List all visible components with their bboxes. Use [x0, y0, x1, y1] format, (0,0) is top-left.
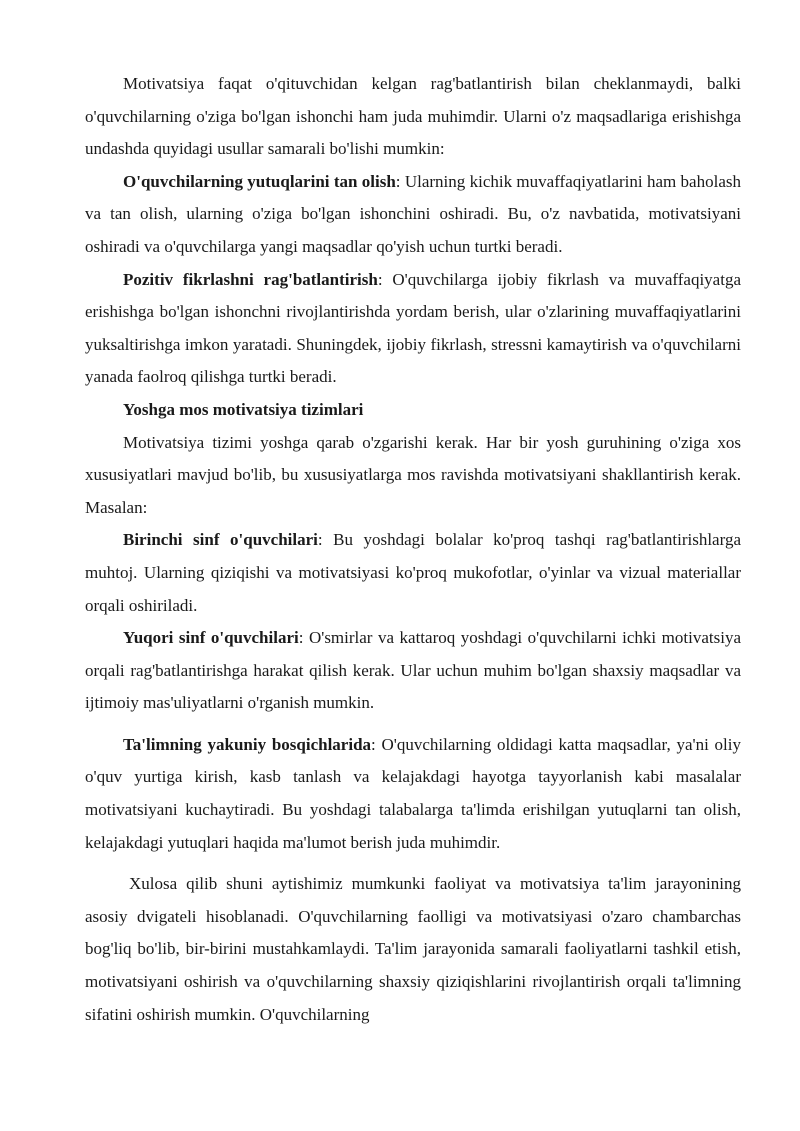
paragraph-text: : O'quvchilarning oldidagi katta maqsadlar, ya'ni oliy o'quv yurtiga kirish, kasb tanlash va kelajakdagi hayotga tayyorlanish kabi masalalar motivatsiyani kuchaytiradi. Bu yoshdagi talabalarga ta'limda erishilgan yutuqlarni tan olish, kelajakdagi yutuqlari haqida ma'lumot berish juda muhimdir. [85, 734, 741, 852]
paragraph-conclusion [85, 868, 741, 1031]
paragraph-age-systems [85, 427, 741, 525]
section-heading-text: Yoshga mos motivatsiya tizimlari [123, 399, 364, 419]
paragraph-heading: Yuqori sinf o'quvchilari [123, 628, 299, 648]
paragraph-positive-thinking [85, 264, 741, 394]
paragraph-heading: Birinchi sinf o'quvchilari [123, 530, 318, 550]
paragraph-text: : O'smirlar va kattaroq yoshdagi o'quvchilarni ichki motivatsiya orqali rag'batlantirishga harakat qilish kerak. Ular uchun muhim bo'lgan shaxsiy maqsadlar va ijtimoiy mas'uliyatlarni o'rganish mumkin. [85, 628, 741, 713]
paragraph-text: Xulosa qilib shuni aytishimiz mumkunki faoliyat va motivatsiya ta'lim jarayonining asosiy dvigateli hisoblanadi. O'quvchilarning faolligi va motivatsiyasi o'zaro chambarchas bog'liq bo'lib, bir-birini mustahkamlaydi. Ta'lim jarayonida samarali faoliyatlarni tashkil etish, motivatsiyani oshirish va o'quvchilarning shaxsiy qiziqishlarini rivojlantirish orqali ta'limning sifatini oshirish mumkin. O'quvchilarning [85, 874, 741, 1024]
paragraph-first-grade [85, 524, 741, 622]
paragraph-intro [85, 68, 741, 166]
section-heading [85, 394, 741, 427]
paragraph-text: : Bu yoshdagi bolalar ko'proq tashqi rag'batlantirishlarga muhtoj. Ularning qiziqishi va motivatsiyasi ko'proq mukofotlar, o'yinlar va vizual materiallar orqali oshiriladi. [85, 530, 741, 615]
paragraph-heading: Ta'limning yakuniy bosqichlarida [123, 734, 372, 754]
paragraph-upper-grade [85, 622, 741, 720]
paragraph-heading: Pozitiv fikrlashni rag'batlantirish [123, 269, 378, 289]
paragraph-text: Motivatsiya tizimi yoshga qarab o'zgarishi kerak. Har bir yosh guruhining o'ziga xos xususiyatlari mavjud bo'lib, bu xususiyatlarga mos ravishda motivatsiyani shakllantirish kerak. Masalan: [85, 432, 741, 517]
paragraph-text: : O'quvchilarga ijobiy fikrlash va muvaffaqiyatga erishishga bo'lgan ishonchni rivojlantirishda yordam berish, ular o'zlarining muvaffaqiyatlarini yuksaltirishga imkon yaratadi. Shuningdek, ijobiy fikrlash, stressni kamaytirish va o'quvchilarni yanada faolroq qilishga turtki beradi. [85, 269, 741, 387]
paragraph-text: : Ularning kichik muvaffaqiyatlarini ham baholash va tan olish, ularning o'ziga bo'lgan ishonchini oshiradi. Bu, o'z navbatida, motivatsiyani oshiradi va o'quvchilarga yangi maqsadlar qo'yish uchun turtki beradi. [85, 171, 741, 256]
paragraph-heading: O'quvchilarning yutuqlarini tan olish [123, 171, 396, 191]
paragraph-text: Motivatsiya faqat o'qituvchidan kelgan rag'batlantirish bilan cheklanmaydi, balki o'quvchilarning o'ziga bo'lgan ishonchi ham juda muhimdir. Ularni o'z maqsadlariga erishishga undashda quyidagi usullar samarali bo'lishi mumkin: [85, 74, 741, 159]
document-page [85, 68, 741, 1031]
paragraph-recognition [85, 166, 741, 264]
paragraph-final-stages [85, 729, 741, 859]
